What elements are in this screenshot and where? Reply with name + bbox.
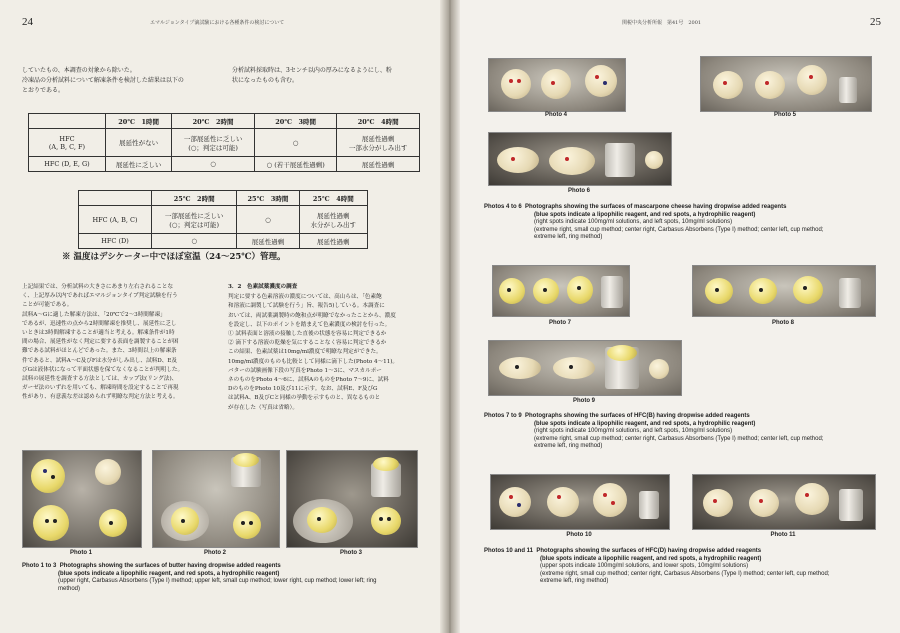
photo-label: Photo 4 xyxy=(545,112,567,118)
sample-disc xyxy=(749,489,779,517)
caption-heading xyxy=(484,413,894,421)
dark-spot xyxy=(569,365,573,369)
row-label-line: HFC (A, B, C) xyxy=(92,215,138,224)
red-spot xyxy=(723,81,727,85)
text-line: を設定し、以下のポイントを踏まえて色素濃度の検討を行った。 xyxy=(228,321,391,328)
table-cell xyxy=(299,206,367,234)
text-line: であるが、迅速性の点から2時間解凍を推奨し、展延性に乏し xyxy=(22,320,177,327)
dark-spot xyxy=(577,286,581,290)
red-spot xyxy=(509,79,513,83)
caption-line: method) xyxy=(58,585,81,592)
photo-3 xyxy=(286,450,418,548)
table-cell xyxy=(237,206,299,234)
photo-1 xyxy=(22,450,142,548)
sample-disc xyxy=(233,453,259,467)
cell-line: 展延性過剰 xyxy=(317,211,350,220)
book-gutter xyxy=(440,0,460,633)
cell-line: 展延性過剰 xyxy=(361,134,395,143)
sample-disc xyxy=(171,507,199,535)
caption-line: (upper spots indicate 100mg/ml solutions, and lower spots, 10mg/ml solutions) xyxy=(540,563,749,569)
text-line: びGは液体状になって平面状態を保てなくなることが判明した。 xyxy=(22,366,184,373)
sample-disc xyxy=(749,278,777,304)
table-row-label xyxy=(29,157,106,172)
running-header: 関税中央分析所報 第41号 2001 xyxy=(622,20,702,26)
red-spot xyxy=(557,495,561,499)
intro-right-text xyxy=(232,66,432,86)
caption-heading xyxy=(484,548,894,556)
table-cell xyxy=(337,157,420,172)
caption-line: (extreme right, small cup method; center right, Carbasus Absorbens (Type I) method; center left, cup method; xyxy=(540,570,830,577)
sample-disc xyxy=(607,345,637,361)
caption-line: (upper right, Carbasus Absorbens (Type I) method; upper left, small cup method; lower right, cup method; lower left; ring xyxy=(58,578,377,584)
red-spot xyxy=(603,493,607,497)
text-line: が存在した（写真は省略）。 xyxy=(228,404,298,411)
running-header: エマルジョンタイプ滴試験における各種条件の検討について xyxy=(150,20,285,26)
red-spot xyxy=(565,157,569,161)
thaw-table-20c xyxy=(28,113,420,172)
photo-8 xyxy=(692,265,876,317)
table-cell xyxy=(254,157,336,172)
sample-disc xyxy=(499,487,531,517)
dark-spot xyxy=(109,521,113,525)
caption-ref: Photos 4 to 6 xyxy=(484,204,522,210)
table-cell xyxy=(152,234,237,249)
text-line: おいては、両試薬調製時の飽和点が明瞭でなかったことから、濃度 xyxy=(228,312,396,319)
photo-9 xyxy=(488,340,682,396)
cell-line: 一部展延性に乏しい xyxy=(183,134,243,143)
photo-label: Photo 8 xyxy=(772,320,794,326)
cell-line: 展延性過剰 xyxy=(251,237,285,246)
table-row-label xyxy=(79,234,152,249)
photo-label: Photo 2 xyxy=(204,550,226,556)
caption-line: (blue spots indicate a lipophilic reagent, and red spots, a hydrophilic reagent) xyxy=(534,211,756,218)
table-header: 25℃ 2時間 xyxy=(152,191,237,206)
page-number: 24 xyxy=(22,16,33,28)
left-page xyxy=(0,0,446,633)
text-line: DのものをPhoto 10及び11に示す。なお、試料E、F及びG xyxy=(228,386,378,393)
sample-cup xyxy=(639,491,659,519)
table-header: 20℃ 4時間 xyxy=(337,114,420,129)
sample-disc xyxy=(797,65,827,95)
text-line: バターの試験画像下段の写真をPhoto 1～3に、マスカルポー xyxy=(228,367,382,374)
thaw-table-25c xyxy=(78,190,368,249)
caption-line: (blue spots indicate a lipophilic reagent, and red spots, a hydrophilic reagent) xyxy=(58,570,280,577)
dark-spot xyxy=(317,517,321,521)
text-line: 10mg/ml濃度のものも比較として同様に滴下した(Photo 4～11)。 xyxy=(228,358,399,365)
section-heading: 3．2 色素試薬濃度の調査 xyxy=(228,284,298,290)
text-line: いときは3時間解凍することが適当と考える。解凍条件が1時 xyxy=(22,330,175,337)
text-line: 性があり、有意義な差は認められず明瞭な判定方法と考える。 xyxy=(22,394,179,401)
page-number: 25 xyxy=(870,16,881,28)
table-cell xyxy=(237,234,299,249)
blue-spot xyxy=(43,469,47,473)
row-label-line: (A, B, C, F) xyxy=(48,142,86,151)
photo-6 xyxy=(488,132,672,186)
text-line: ネのものをPhoto 4～6に、試料AのものをPhoto 7～9に、試料 xyxy=(228,377,389,384)
table-row-label xyxy=(29,129,106,157)
text-line: 上記結果では、分析試料の大きさにあまり左右されることな xyxy=(22,284,174,290)
red-spot xyxy=(551,81,555,85)
sample-disc xyxy=(553,357,595,379)
photo-label: Photo 1 xyxy=(70,550,92,556)
sample-disc xyxy=(703,489,733,517)
red-spot xyxy=(759,499,763,503)
table-header: 20℃ 1時間 xyxy=(106,114,172,129)
table-cell xyxy=(152,206,237,234)
caption-title: Photographs showing the surfaces of HFC(B) having dropwise added reagents xyxy=(525,413,750,419)
cell-line: (○；判定は可能) xyxy=(188,143,238,152)
text-line: ガーゼ法のいずれを用いても、解凍時間を設定することで再現 xyxy=(22,385,179,392)
dark-spot xyxy=(45,519,49,523)
caption-line: (extreme right, small cup method; center right, Carbasus Absorbens (Type I) method; center left, cup method; xyxy=(534,226,824,233)
table-corner xyxy=(29,114,106,129)
dark-spot xyxy=(543,288,547,292)
sample-disc xyxy=(593,483,627,517)
cell-line: 一部水分がしみ出す xyxy=(348,143,408,152)
text-line: 件であると、試料A～C及びFは水分がしみ出し、試料D、E及 xyxy=(22,357,178,364)
photo-2 xyxy=(152,450,280,548)
cell-line: 展延性過剰 xyxy=(317,237,350,246)
text-line: 和溶液に調製して試験を行う」旨、報告5)している。本調査に xyxy=(228,303,385,310)
red-spot xyxy=(713,499,717,503)
dark-spot xyxy=(379,517,383,521)
photo-10 xyxy=(490,474,670,530)
caption-title: Photographs showing the surfaces of HFC(D) having dropwise added reagents xyxy=(536,548,762,554)
sample-disc xyxy=(793,276,823,304)
red-spot xyxy=(595,75,599,79)
sample-disc xyxy=(713,71,743,99)
table-cell xyxy=(172,129,255,157)
text-line: は試料A、B及びCと同様の挙動を示すものと、異なるものと xyxy=(228,395,381,402)
sample-disc xyxy=(33,505,69,541)
caption-heading xyxy=(22,563,432,571)
text-line: 間の場合、展延性がなく判定に要する表面を調製することが困 xyxy=(22,339,179,346)
text-line: く、上記厚み以内であればエマルジョンタイプ判定試験を行う xyxy=(22,293,178,300)
table-cell xyxy=(337,129,420,157)
sample-disc xyxy=(649,359,669,379)
photo-label: Photo 5 xyxy=(774,112,796,118)
sample-disc xyxy=(547,487,579,517)
photo-label: Photo 7 xyxy=(549,320,571,326)
caption-line: (extreme right, small cup method; center right, Carbasus Absorbens (Type I) method; center left, cup method; xyxy=(534,435,824,442)
table-row-label xyxy=(79,206,152,234)
text-line: 試料A～Gに適した解凍方法は、「20℃で2～3時間解凍」 xyxy=(22,311,166,318)
cell-line: ○ xyxy=(265,215,271,224)
dark-spot xyxy=(715,288,719,292)
sample-cup xyxy=(839,489,863,521)
dark-spot xyxy=(181,519,185,523)
table-header: 25℃ 3時間 xyxy=(237,191,299,206)
caption-ref: Photo 1 to 3 xyxy=(22,563,57,569)
cell-line: 一部展延性に乏しい xyxy=(164,211,224,220)
sample-disc xyxy=(307,507,337,533)
sample-disc xyxy=(541,69,571,99)
text-line: この結果、色素試薬は10mg/ml濃度で明瞭な判定ができた。 xyxy=(228,349,382,356)
photo-label: Photo 6 xyxy=(568,188,590,194)
text-line: 分析試料採取時は、3センチ以内の厚みになるようにし、粉 xyxy=(232,67,392,74)
caption-line: extreme left, ring method) xyxy=(534,443,603,449)
sample-cup xyxy=(839,77,857,103)
red-spot xyxy=(611,501,615,505)
table-cell xyxy=(172,157,255,172)
sample-disc xyxy=(371,507,401,535)
photo-label: Photo 10 xyxy=(566,532,592,538)
dark-spot xyxy=(803,286,807,290)
sample-cup xyxy=(605,143,635,177)
photo-4 xyxy=(488,58,626,112)
sample-disc xyxy=(705,278,733,304)
cell-line: ○ xyxy=(292,138,299,147)
sample-cup xyxy=(601,276,623,308)
text-line: とおりである。 xyxy=(22,87,65,94)
red-spot xyxy=(805,493,809,497)
red-spot xyxy=(509,495,513,499)
sample-disc xyxy=(233,511,261,539)
dark-spot xyxy=(51,475,55,479)
table-header: 20℃ 3時間 xyxy=(254,114,336,129)
sample-disc xyxy=(373,457,399,471)
table-cell xyxy=(106,129,172,157)
sample-disc xyxy=(499,278,525,304)
right-page xyxy=(454,0,900,633)
dark-spot xyxy=(387,517,391,521)
red-spot xyxy=(511,157,515,161)
photo-11 xyxy=(692,474,876,530)
table-header: 20℃ 2時間 xyxy=(172,114,255,129)
caption-line: (right spots indicate 100mg/ml solutions, and left spots, 10mg/ml solutions) xyxy=(534,219,733,225)
red-spot xyxy=(517,79,521,83)
dark-spot xyxy=(241,521,245,525)
table-header: 25℃ 4時間 xyxy=(299,191,367,206)
sample-disc xyxy=(95,459,121,485)
caption-title: Photographs showing the surfaces of mascarpone cheese having dropwise added reagents xyxy=(525,204,787,210)
sample-cup xyxy=(839,278,861,308)
red-spot xyxy=(765,81,769,85)
photo-label: Photo 3 xyxy=(340,550,362,556)
caption-ref: Photos 7 to 9 xyxy=(484,413,522,419)
figure-caption xyxy=(484,548,894,586)
sample-disc xyxy=(501,69,531,99)
cell-line: 展延性過剰 xyxy=(361,160,395,169)
text-line: 冷凍品の分析試料について解凍条件を検討した結果は以下の xyxy=(22,77,184,84)
blue-spot xyxy=(517,503,521,507)
figure-caption xyxy=(484,413,894,451)
caption-line: (right spots indicate 100mg/ml solutions, and left spots, 10mg/ml solutions) xyxy=(534,428,733,434)
photo-label: Photo 9 xyxy=(573,398,595,404)
text-line: ことが可能である。 xyxy=(22,302,73,309)
text-line: ② 滴下する溶液の乾燥を気にすることなく容易に判定できるか xyxy=(228,340,387,347)
caption-line: (blue spots indicate a lipophilic reagent, and red spots, a hydrophilic reagent) xyxy=(540,555,762,562)
text-line: 難である試料がほとんどであった。また、3時間以上の解凍条 xyxy=(22,348,177,355)
caption-ref: Photos 10 and 11 xyxy=(484,548,534,554)
figure-caption xyxy=(22,563,432,593)
blue-spot xyxy=(603,81,607,85)
table-cell xyxy=(106,157,172,172)
body-column-left xyxy=(22,283,218,403)
sample-disc xyxy=(585,65,617,97)
sample-disc xyxy=(31,459,65,493)
cell-line: ○ xyxy=(210,160,216,168)
text-line: していたもの、本調査の対象から除いた。 xyxy=(22,67,136,74)
body-column-right xyxy=(228,283,426,413)
cell-line: ○ xyxy=(191,237,197,245)
cell-line: 展延性に乏しい xyxy=(115,160,162,169)
sample-disc xyxy=(645,151,663,169)
red-spot xyxy=(809,75,813,79)
row-label-line: HFC xyxy=(59,134,75,143)
dark-spot xyxy=(515,365,519,369)
caption-line: (blue spots indicate a lipophilic reagent, and red spots, a hydrophilic reagent) xyxy=(534,420,756,427)
caption-title: Photographs showing the surfaces of butter having dropwise added reagents xyxy=(59,563,281,569)
cell-line: 展延性がない xyxy=(119,139,159,147)
table-corner xyxy=(79,191,152,206)
text-line: 判定に要する色素溶液の濃度については、高山らは、「色素飽 xyxy=(228,294,382,301)
sample-disc xyxy=(755,71,785,99)
cell-line: (○；判定は可能) xyxy=(169,220,220,229)
intro-text xyxy=(22,66,222,96)
text-line: 状になったものも含む。 xyxy=(232,77,299,84)
figure-caption xyxy=(484,204,894,242)
table-cell xyxy=(254,129,336,157)
photo-label: Photo 11 xyxy=(770,532,796,538)
dark-spot xyxy=(53,519,57,523)
sample-disc xyxy=(567,276,593,304)
text-line: 試料の展延性を調査する方法としては、カップ法(リング法)、 xyxy=(22,376,178,383)
photo-5 xyxy=(700,56,872,112)
caption-line: extreme left, ring method) xyxy=(540,578,609,584)
sample-disc xyxy=(499,357,541,379)
caption-line: extreme left, ring method) xyxy=(534,234,603,240)
cell-line: ○ (若干展延性過剰) xyxy=(266,160,325,169)
dark-spot xyxy=(759,288,763,292)
temperature-note: ※ 温度はデシケーター中でほぼ室温（24～25℃）管理。 xyxy=(62,252,286,262)
dark-spot xyxy=(507,288,511,292)
cell-line: 水分がしみ出す xyxy=(310,220,357,229)
dark-spot xyxy=(249,521,253,525)
row-label-line: HFC (D) xyxy=(101,237,129,245)
text-line: ① 試料表面と溶液の接触した直後の状態を容易に判定できるか xyxy=(228,331,387,338)
sample-disc xyxy=(795,483,829,515)
sample-disc xyxy=(497,147,539,173)
sample-disc xyxy=(549,147,595,175)
sample-disc xyxy=(99,509,127,537)
photo-7 xyxy=(492,265,630,317)
table-cell xyxy=(299,234,367,249)
caption-heading xyxy=(484,204,894,212)
row-label-line: HFC (D, E, G) xyxy=(44,160,90,168)
